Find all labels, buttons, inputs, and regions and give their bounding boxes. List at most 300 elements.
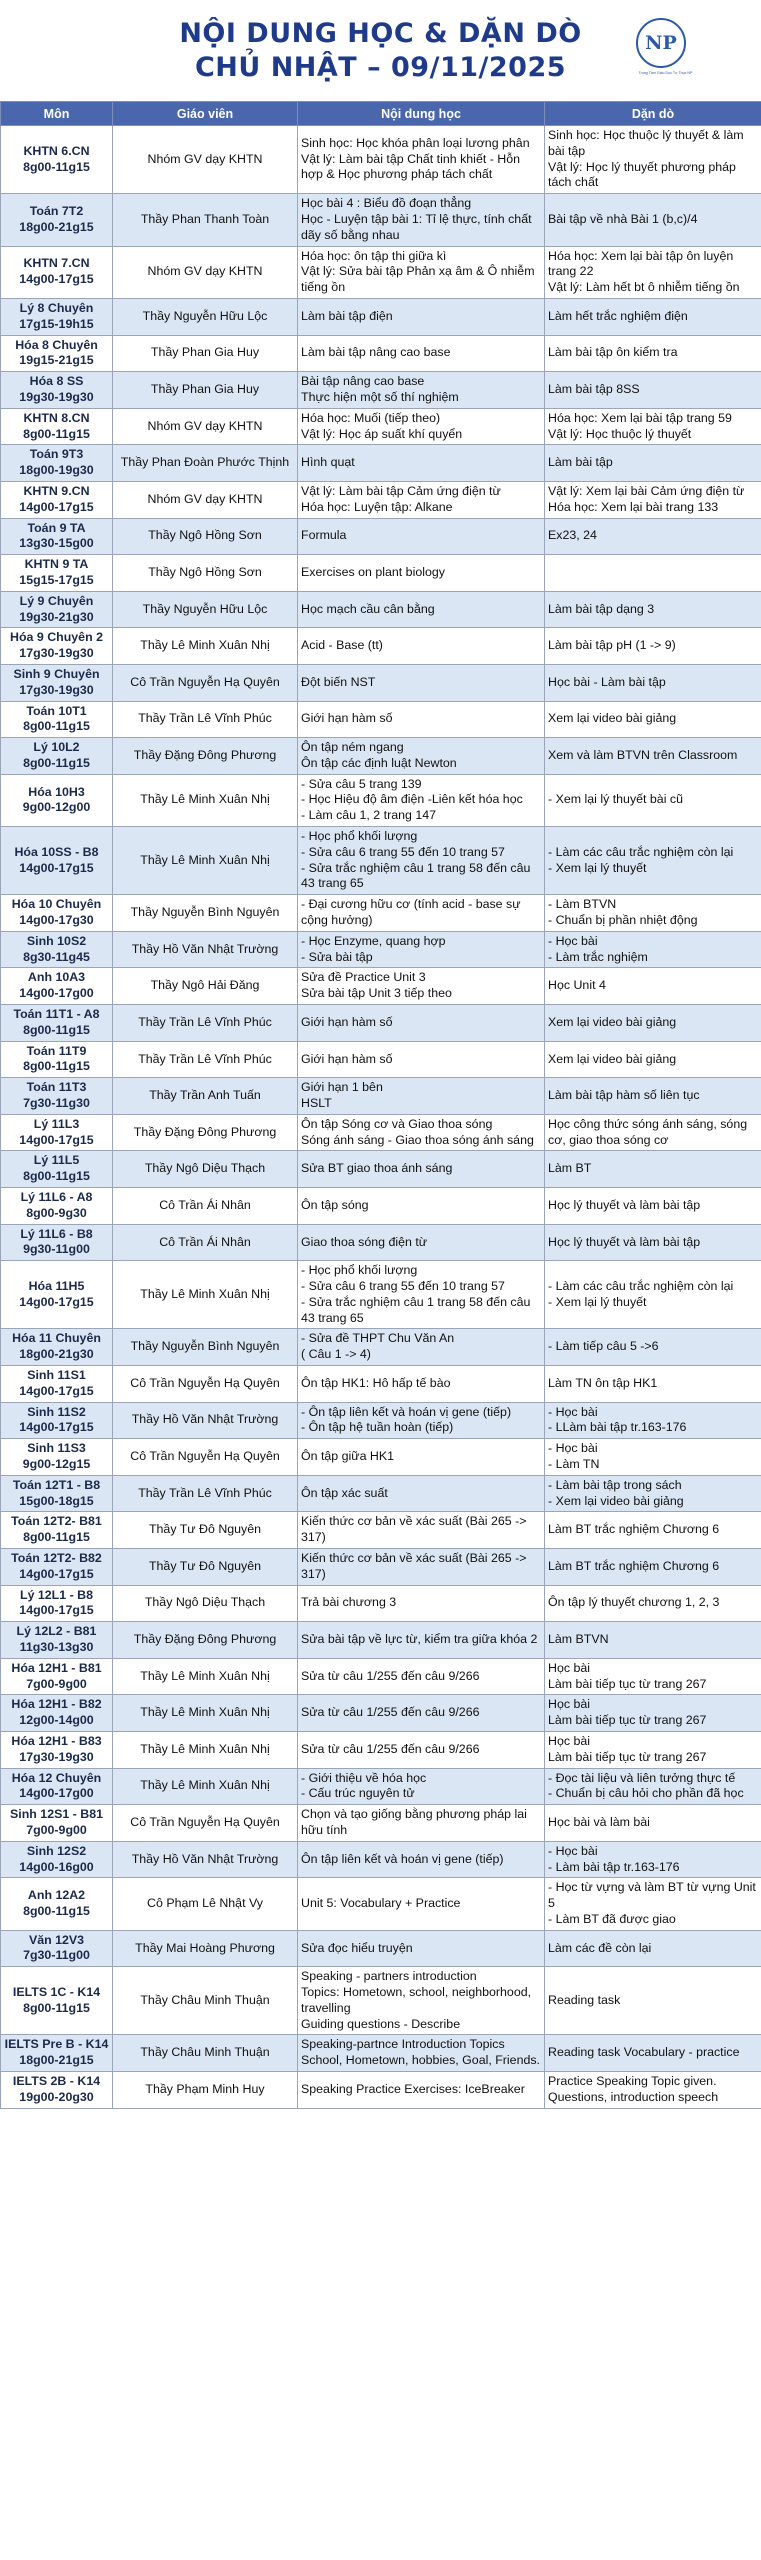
homework-cell-line: Làm hết trắc nghiệm điện bbox=[548, 308, 688, 323]
homework-cell-line: Làm bài tập bbox=[548, 455, 613, 470]
subject-cell bbox=[1, 1658, 113, 1695]
subject-cell-line: 14g00-17g15 bbox=[19, 1294, 94, 1309]
homework-cell bbox=[545, 1475, 761, 1512]
content-cell-line: ( Câu 1 -> 4) bbox=[301, 1347, 371, 1362]
homework-cell-line: Ex23, 24 bbox=[548, 528, 597, 543]
content-cell-line: Hóa học: Muối (tiếp theo) bbox=[301, 410, 441, 425]
subject-cell-line: Toán 12T2- B81 bbox=[11, 1514, 102, 1529]
subject-cell-line: Sinh 9 Chuyên bbox=[13, 666, 100, 681]
subject-cell-line: Toán 7T2 bbox=[29, 204, 84, 219]
content-cell bbox=[298, 126, 545, 194]
subject-cell-line: 7g30-11g30 bbox=[23, 1096, 90, 1111]
teacher-cell: Thầy Phan Gia Huy bbox=[113, 335, 298, 372]
subject-cell-line: 19g30-21g30 bbox=[19, 609, 94, 624]
homework-cell-line: Ôn tập lý thuyết chương 1, 2, 3 bbox=[548, 1595, 720, 1610]
subject-cell bbox=[1, 1548, 113, 1585]
homework-cell-line: Xem lại video bài giảng bbox=[548, 1014, 677, 1029]
subject-cell bbox=[1, 827, 113, 895]
subject-cell-line: 18g00-21g15 bbox=[19, 2053, 94, 2068]
content-cell-line: Hóa học: ôn tập thi giữa kì bbox=[301, 248, 447, 263]
subject-cell-line: Toán 9 TA bbox=[27, 520, 86, 535]
content-cell-line: Sửa bài tập Unit 3 tiếp theo bbox=[301, 986, 452, 1001]
content-cell-line: Giới hạn hàm số bbox=[301, 711, 393, 726]
subject-cell-line: Hóa 12 Chuyên bbox=[11, 1770, 102, 1785]
subject-cell-line: 17g30-19g30 bbox=[19, 646, 94, 661]
subject-cell bbox=[1, 1224, 113, 1261]
teacher-cell: Cô Trần Ái Nhân bbox=[113, 1224, 298, 1261]
content-cell bbox=[298, 1622, 545, 1659]
table-row bbox=[1, 1005, 761, 1042]
subject-cell-line: Toán 11T9 bbox=[26, 1043, 87, 1058]
subject-cell bbox=[1, 1475, 113, 1512]
teacher-cell: Thầy Lê Minh Xuân Nhị bbox=[113, 1658, 298, 1695]
subject-cell bbox=[1, 1188, 113, 1225]
table-row bbox=[1, 968, 761, 1005]
content-cell-line: Sửa BT giao thoa ánh sáng bbox=[301, 1161, 453, 1176]
logo-text: NP bbox=[645, 32, 677, 54]
content-cell bbox=[298, 827, 545, 895]
content-cell-line: Sửa đề Practice Unit 3 bbox=[301, 970, 426, 985]
content-cell bbox=[298, 701, 545, 738]
table-row bbox=[1, 774, 761, 826]
homework-cell bbox=[545, 1041, 761, 1078]
content-cell-line: HSLT bbox=[301, 1096, 332, 1111]
content-cell bbox=[298, 1475, 545, 1512]
subject-cell-line: Sinh 10S2 bbox=[26, 933, 87, 948]
teacher-cell: Cô Phạm Lê Nhật Vy bbox=[113, 1878, 298, 1930]
subject-cell-line: KHTN 9 TA bbox=[24, 557, 89, 572]
content-cell bbox=[298, 1967, 545, 2035]
subject-cell-line: Sinh 11S3 bbox=[27, 1441, 86, 1456]
table-row bbox=[1, 1841, 761, 1878]
table-row bbox=[1, 481, 761, 518]
homework-cell bbox=[545, 1658, 761, 1695]
subject-cell-line: 17g30-19g30 bbox=[19, 1749, 94, 1764]
content-cell-line: - Sửa câu 6 trang 55 đến 10 trang 57 bbox=[301, 1279, 505, 1293]
table-row bbox=[1, 1261, 761, 1329]
homework-cell-line: Học bài bbox=[548, 1697, 591, 1712]
homework-cell-line: Làm bài tập 8SS bbox=[548, 382, 640, 397]
subject-cell bbox=[1, 445, 113, 482]
subject-cell bbox=[1, 1695, 113, 1732]
subject-cell-line: Anh 12A2 bbox=[27, 1888, 86, 1903]
homework-cell-line: - Làm BT đã được giao bbox=[548, 1911, 676, 1926]
subject-cell-line: 17g15-19h15 bbox=[19, 316, 94, 331]
content-cell-line: Chọn và tạo giống bằng phương pháp lai hữu tính bbox=[301, 1807, 527, 1837]
table-row bbox=[1, 1151, 761, 1188]
subject-cell bbox=[1, 1114, 113, 1151]
content-cell bbox=[298, 1151, 545, 1188]
table-header-row bbox=[1, 102, 761, 126]
content-cell bbox=[298, 555, 545, 592]
homework-cell-line: - Xem lại lý thuyết bài cũ bbox=[548, 792, 683, 807]
homework-cell-line: - Xem lại video bài giảng bbox=[548, 1493, 684, 1508]
subject-cell-line: 13g30-15g00 bbox=[19, 536, 94, 551]
content-cell bbox=[298, 1841, 545, 1878]
content-cell-line: - Sửa trắc nghiệm câu 1 trang 58 đến câu 43 trang 65 bbox=[301, 1294, 531, 1325]
teacher-cell: Thầy Hồ Văn Nhật Trường bbox=[113, 1841, 298, 1878]
teacher-cell: Thầy Ngô Diệu Thạch bbox=[113, 1151, 298, 1188]
subject-cell-line: 8g00-11g15 bbox=[23, 1022, 90, 1037]
column-header-homework: Dặn dò bbox=[545, 102, 761, 126]
content-cell-line: - Ôn tập liên kết và hoán vị gene (tiếp) bbox=[301, 1404, 512, 1419]
subject-cell-line: KHTN 9.CN bbox=[23, 483, 90, 498]
table-row bbox=[1, 445, 761, 482]
homework-cell-line: - Học bài bbox=[548, 1843, 598, 1858]
subject-cell-line: 9g30-11g00 bbox=[23, 1242, 90, 1257]
subject-cell-line: Lý 8 Chuyên bbox=[19, 300, 94, 315]
teacher-cell: Thầy Trần Lê Vĩnh Phúc bbox=[113, 1005, 298, 1042]
content-cell-line: - Học Enzyme, quang hợp bbox=[301, 933, 446, 948]
homework-cell bbox=[545, 1805, 761, 1842]
teacher-cell: Thầy Đặng Đông Phương bbox=[113, 738, 298, 775]
content-cell-line: Làm bài tập điện bbox=[301, 308, 393, 323]
content-cell-line: Ôn tập xác suất bbox=[301, 1485, 388, 1500]
content-cell-line: Unit 5: Vocabulary + Practice bbox=[301, 1896, 461, 1911]
column-header-teacher: Giáo viên bbox=[113, 102, 298, 126]
subject-cell-line: 14g00-17g15 bbox=[19, 499, 94, 514]
subject-cell bbox=[1, 1005, 113, 1042]
content-cell-line: Sóng ánh sáng - Giao thoa sóng ánh sáng bbox=[301, 1132, 534, 1147]
content-cell-line: Ôn tập ném ngang bbox=[301, 740, 404, 755]
teacher-cell: Thầy Phan Gia Huy bbox=[113, 372, 298, 409]
homework-cell bbox=[545, 1930, 761, 1967]
table-row bbox=[1, 298, 761, 335]
subject-cell bbox=[1, 1439, 113, 1476]
teacher-cell: Thầy Nguyễn Hữu Lộc bbox=[113, 591, 298, 628]
subject-cell-line: 8g00-11g15 bbox=[23, 1169, 90, 1184]
subject-cell-line: KHTN 6.CN bbox=[23, 143, 90, 158]
table-row bbox=[1, 1622, 761, 1659]
table-row bbox=[1, 1658, 761, 1695]
homework-cell bbox=[545, 931, 761, 968]
homework-cell bbox=[545, 628, 761, 665]
teacher-cell: Thầy Nguyễn Hữu Lộc bbox=[113, 298, 298, 335]
table-row bbox=[1, 372, 761, 409]
subject-cell bbox=[1, 1329, 113, 1366]
content-cell-line: Sửa đọc hiểu truyện bbox=[301, 1940, 413, 1955]
homework-cell-line: Học bài và làm bài bbox=[548, 1815, 650, 1829]
homework-cell-line: Practice Speaking Topic given. bbox=[548, 2074, 717, 2089]
content-cell bbox=[298, 1188, 545, 1225]
subject-cell bbox=[1, 1151, 113, 1188]
subject-cell-line: Sinh 12S2 bbox=[26, 1843, 87, 1858]
homework-cell bbox=[545, 194, 761, 246]
subject-cell-line: 14g00-17g00 bbox=[19, 986, 94, 1001]
subject-cell bbox=[1, 518, 113, 555]
homework-cell bbox=[545, 1512, 761, 1549]
subject-cell bbox=[1, 664, 113, 701]
table-row bbox=[1, 591, 761, 628]
subject-cell bbox=[1, 1041, 113, 1078]
content-cell-line: Speaking - partners introduction bbox=[301, 1969, 477, 1984]
content-cell bbox=[298, 408, 545, 445]
subject-cell-line: IELTS 1C - K14 bbox=[12, 1985, 101, 2000]
content-cell-line: Học mạch cầu cân bằng bbox=[301, 601, 435, 616]
subject-cell-line: Hóa 12H1 - B83 bbox=[11, 1733, 102, 1748]
homework-cell bbox=[545, 701, 761, 738]
content-cell-line: Vật lý: Làm bài tập Chất tinh khiết - Hỗn hợp & Học phương pháp tách chất bbox=[301, 151, 521, 182]
subject-cell-line: 7g00-9g00 bbox=[26, 1676, 87, 1691]
homework-cell bbox=[545, 1078, 761, 1115]
homework-cell bbox=[545, 518, 761, 555]
homework-cell-line: Làm các đề còn lại bbox=[548, 1940, 652, 1955]
table-row bbox=[1, 555, 761, 592]
teacher-cell: Cô Trần Ái Nhân bbox=[113, 1188, 298, 1225]
teacher-cell: Thầy Ngô Hồng Sơn bbox=[113, 555, 298, 592]
subject-cell-line: 8g00-11g15 bbox=[23, 426, 90, 441]
teacher-cell: Thầy Mai Hoàng Phương bbox=[113, 1930, 298, 1967]
subject-cell-line: 14g00-17g15 bbox=[19, 1383, 94, 1398]
subject-cell-line: Toán 11T3 bbox=[26, 1080, 87, 1095]
table-row bbox=[1, 194, 761, 246]
homework-cell bbox=[545, 1967, 761, 2035]
homework-cell-line: Xem và làm BTVN trên Classroom bbox=[548, 747, 738, 762]
content-cell-line: Ôn tập các định luật Newton bbox=[301, 755, 457, 770]
homework-cell bbox=[545, 1365, 761, 1402]
content-cell-line: - Học phổ khối lượng bbox=[301, 1263, 418, 1278]
subject-cell-line: 14g00-16g00 bbox=[19, 1859, 94, 1874]
teacher-cell: Thầy Nguyễn Bình Nguyên bbox=[113, 895, 298, 932]
subject-cell bbox=[1, 372, 113, 409]
homework-cell-line: Làm bài tiếp tục từ trang 267 bbox=[548, 1749, 707, 1764]
content-cell bbox=[298, 1805, 545, 1842]
content-cell-line: Hóa học: Luyện tập: Alkane bbox=[301, 499, 453, 514]
content-cell-line: Exercises on plant biology bbox=[301, 565, 445, 580]
table-row bbox=[1, 1585, 761, 1622]
content-cell-line: - Đại cương hữu cơ (tính acid - base sự cộng hưởng) bbox=[301, 897, 521, 928]
teacher-cell: Thầy Lê Minh Xuân Nhị bbox=[113, 628, 298, 665]
table-row bbox=[1, 518, 761, 555]
np-logo bbox=[636, 18, 693, 80]
table-row bbox=[1, 335, 761, 372]
homework-cell-line: Vật lý: Học lý thuyết phương pháp tách chất bbox=[548, 159, 736, 190]
teacher-cell: Thầy Lê Minh Xuân Nhị bbox=[113, 1695, 298, 1732]
subject-cell bbox=[1, 628, 113, 665]
homework-cell bbox=[545, 1585, 761, 1622]
subject-cell-line: 14g00-17g15 bbox=[19, 1566, 94, 1581]
subject-cell-line: Lý 10L2 bbox=[33, 740, 80, 755]
homework-cell-line: - Xem lại lý thuyết bbox=[548, 860, 647, 875]
homework-cell-line: - LLàm bài tập tr.163-176 bbox=[548, 1420, 687, 1435]
content-cell bbox=[298, 298, 545, 335]
table-row bbox=[1, 827, 761, 895]
content-cell bbox=[298, 372, 545, 409]
content-cell-line: Ôn tập HK1: Hô hấp tế bào bbox=[301, 1375, 451, 1390]
page-date-title: CHỦ NHẬT – 09/11/2025 bbox=[194, 52, 567, 83]
teacher-cell: Nhóm GV dạy KHTN bbox=[113, 481, 298, 518]
content-cell bbox=[298, 1878, 545, 1930]
subject-cell-line: 8g00-11g15 bbox=[23, 2000, 90, 2015]
subject-cell-line: 11g30-13g30 bbox=[19, 1639, 94, 1654]
subject-cell bbox=[1, 1878, 113, 1930]
homework-cell bbox=[545, 968, 761, 1005]
teacher-cell: Thầy Lê Minh Xuân Nhị bbox=[113, 1731, 298, 1768]
content-cell bbox=[298, 664, 545, 701]
content-cell bbox=[298, 335, 545, 372]
subject-cell bbox=[1, 194, 113, 246]
teacher-cell: Thầy Lê Minh Xuân Nhị bbox=[113, 1768, 298, 1805]
subject-cell bbox=[1, 1261, 113, 1329]
column-header-content: Nội dung học bbox=[298, 102, 545, 126]
subject-cell bbox=[1, 1402, 113, 1439]
homework-cell-line: Hóa học: Xem lại bài trang 133 bbox=[548, 499, 719, 514]
table-row bbox=[1, 408, 761, 445]
content-cell bbox=[298, 1402, 545, 1439]
table-header bbox=[1, 102, 761, 126]
subject-cell-line: 14g00-17g30 bbox=[19, 913, 94, 928]
subject-cell-line: 18g00-21g15 bbox=[19, 219, 94, 234]
homework-cell bbox=[545, 126, 761, 194]
subject-cell bbox=[1, 738, 113, 775]
subject-cell bbox=[1, 1967, 113, 2035]
subject-cell-line: 7g30-11g00 bbox=[23, 1948, 90, 1963]
subject-cell-line: Toán 12T2- B82 bbox=[11, 1550, 102, 1565]
content-cell-line: Giới hạn 1 bên bbox=[301, 1080, 383, 1095]
table-row bbox=[1, 738, 761, 775]
content-cell-line: Sửa từ câu 1/255 đến câu 9/266 bbox=[301, 1705, 480, 1720]
subject-cell-line: 19g15-21g15 bbox=[19, 353, 94, 368]
subject-cell-line: 8g00-9g30 bbox=[26, 1205, 87, 1220]
teacher-cell: Thầy Nguyễn Bình Nguyên bbox=[113, 1329, 298, 1366]
homework-cell-line: Làm BT bbox=[548, 1161, 592, 1176]
subject-cell bbox=[1, 1365, 113, 1402]
subject-cell-line: 19g30-19g30 bbox=[19, 389, 94, 404]
table-row bbox=[1, 1930, 761, 1967]
teacher-cell: Thầy Ngô Hải Đăng bbox=[113, 968, 298, 1005]
homework-cell-line: - Làm bài tập tr.163-176 bbox=[548, 1859, 680, 1874]
schedule-table bbox=[0, 101, 761, 2109]
teacher-cell: Thầy Tư Đô Nguyên bbox=[113, 1512, 298, 1549]
content-cell bbox=[298, 1512, 545, 1549]
subject-cell-line: KHTN 7.CN bbox=[23, 256, 90, 271]
table-row bbox=[1, 1402, 761, 1439]
homework-cell bbox=[545, 1622, 761, 1659]
content-cell-line: - Cấu trúc nguyên tử bbox=[301, 1786, 415, 1801]
table-row bbox=[1, 1365, 761, 1402]
content-cell-line: Giao thoa sóng điện từ bbox=[301, 1234, 428, 1249]
subject-cell bbox=[1, 895, 113, 932]
subject-cell-line: 18g00-21g30 bbox=[19, 1347, 94, 1362]
content-cell bbox=[298, 1365, 545, 1402]
content-cell-line: Sinh học: Học khóa phân loại lương phân bbox=[301, 135, 530, 150]
homework-cell bbox=[545, 1548, 761, 1585]
subject-cell bbox=[1, 1930, 113, 1967]
table-row bbox=[1, 126, 761, 194]
subject-cell-line: 15g15-17g15 bbox=[19, 572, 94, 587]
content-cell-line: Sửa bài tập về lực từ, kiểm tra giữa khóa 2 bbox=[301, 1632, 538, 1647]
homework-cell-line: Học bài - Làm bài tập bbox=[548, 674, 666, 689]
subject-cell-line: 19g00-20g30 bbox=[19, 2089, 94, 2104]
subject-cell-line: Anh 10A3 bbox=[27, 970, 86, 985]
content-cell bbox=[298, 1695, 545, 1732]
content-cell bbox=[298, 1585, 545, 1622]
content-cell-line: Đột biến NST bbox=[301, 674, 376, 689]
content-cell bbox=[298, 1439, 545, 1476]
homework-cell bbox=[545, 2035, 761, 2072]
teacher-cell: Cô Trần Nguyễn Hạ Quyên bbox=[113, 1365, 298, 1402]
homework-cell-line: Sinh học: Học thuộc lý thuyết & làm bài tập bbox=[548, 128, 744, 158]
content-cell bbox=[298, 931, 545, 968]
subject-cell bbox=[1, 931, 113, 968]
homework-cell-line: - Đọc tài liệu và liên tưởng thực tế bbox=[548, 1770, 736, 1785]
subject-cell-line: Lý 11L6 - A8 bbox=[20, 1190, 93, 1205]
homework-cell-line: - Làm các câu trắc nghiệm còn lại bbox=[548, 1279, 734, 1293]
subject-cell bbox=[1, 246, 113, 298]
content-cell-line: - Sửa đề THPT Chu Văn An bbox=[301, 1331, 455, 1346]
table-row bbox=[1, 1041, 761, 1078]
teacher-cell: Nhóm GV dạy KHTN bbox=[113, 246, 298, 298]
homework-cell bbox=[545, 1261, 761, 1329]
homework-cell bbox=[545, 895, 761, 932]
subject-cell-line: Toán 12T1 - B8 bbox=[12, 1477, 101, 1492]
subject-cell-line: KHTN 8.CN bbox=[23, 410, 90, 425]
teacher-cell: Thầy Đặng Đông Phương bbox=[113, 1114, 298, 1151]
table-row bbox=[1, 1768, 761, 1805]
homework-cell bbox=[545, 372, 761, 409]
teacher-cell: Thầy Trần Lê Vĩnh Phúc bbox=[113, 1475, 298, 1512]
homework-cell bbox=[545, 408, 761, 445]
subject-cell-line: Hóa 10SS - B8 bbox=[14, 844, 99, 859]
subject-cell-line: IELTS 2B - K14 bbox=[12, 2074, 101, 2089]
subject-cell-line: Hóa 11H5 bbox=[28, 1279, 85, 1293]
subject-cell-line: 14g00-17g00 bbox=[19, 1786, 94, 1801]
subject-cell bbox=[1, 1731, 113, 1768]
subject-cell-line: Hóa 12H1 - B81 bbox=[11, 1660, 102, 1675]
content-cell-line: Học - Luyện tập bài 1: Tỉ lệ thực, tính chất dãy số bằng nhau bbox=[301, 211, 532, 242]
content-cell-line: - Sửa câu 5 trang 139 bbox=[301, 776, 422, 791]
teacher-cell: Nhóm GV dạy KHTN bbox=[113, 408, 298, 445]
content-cell bbox=[298, 1261, 545, 1329]
homework-cell-line: Làm BT trắc nghiệm Chương 6 bbox=[548, 1522, 720, 1537]
table-row bbox=[1, 1548, 761, 1585]
teacher-cell: Thầy Trần Lê Vĩnh Phúc bbox=[113, 701, 298, 738]
subject-cell-line: 18g00-19g30 bbox=[19, 463, 94, 478]
subject-cell bbox=[1, 335, 113, 372]
homework-cell-line: Làm bài tập pH (1 -> 9) bbox=[548, 638, 676, 653]
subject-cell bbox=[1, 481, 113, 518]
subject-cell bbox=[1, 555, 113, 592]
content-cell bbox=[298, 194, 545, 246]
table-row bbox=[1, 1731, 761, 1768]
content-cell-line: Kiến thức cơ bản về xác suất (Bài 265 -> 317) bbox=[301, 1514, 527, 1545]
content-cell-line: Kiến thức cơ bản về xác suất (Bài 265 -> 317) bbox=[301, 1550, 527, 1581]
content-cell-line: Giới hạn hàm số bbox=[301, 1051, 393, 1066]
subject-cell-line: Toán 9T3 bbox=[29, 447, 84, 462]
subject-cell-line: Lý 9 Chuyên bbox=[19, 593, 94, 608]
subject-cell-line: Hóa 9 Chuyên 2 bbox=[10, 630, 103, 645]
homework-cell bbox=[545, 1151, 761, 1188]
subject-cell bbox=[1, 591, 113, 628]
subject-cell-line: 15g00-18g15 bbox=[19, 1493, 94, 1508]
homework-cell-line: Làm bài tiếp tục từ trang 267 bbox=[548, 1713, 707, 1728]
content-cell bbox=[298, 1224, 545, 1261]
homework-cell-line: Vật lý: Làm hết bt ô nhiễm tiếng ồn bbox=[548, 280, 740, 295]
table-row bbox=[1, 1475, 761, 1512]
subject-cell-line: Văn 12V3 bbox=[28, 1932, 85, 1947]
homework-cell-line: Học bài bbox=[548, 1733, 591, 1748]
subject-cell-line: Hóa 10H3 bbox=[28, 784, 85, 799]
homework-cell bbox=[545, 481, 761, 518]
homework-cell-line: Xem lại video bài giảng bbox=[548, 1051, 677, 1066]
teacher-cell: Thầy Đặng Đông Phương bbox=[113, 1622, 298, 1659]
content-cell-line: Vật lý: Làm bài tập Cảm ứng điện từ bbox=[301, 483, 501, 498]
content-cell-line: Speaking-partnce Introduction Topics School, Hometown, hobbies, Goal, Friends. bbox=[301, 2037, 540, 2068]
subject-cell-line: 14g00-17g15 bbox=[19, 860, 94, 875]
homework-cell bbox=[545, 246, 761, 298]
teacher-cell: Thầy Phan Đoàn Phước Thịnh bbox=[113, 445, 298, 482]
homework-cell bbox=[545, 445, 761, 482]
